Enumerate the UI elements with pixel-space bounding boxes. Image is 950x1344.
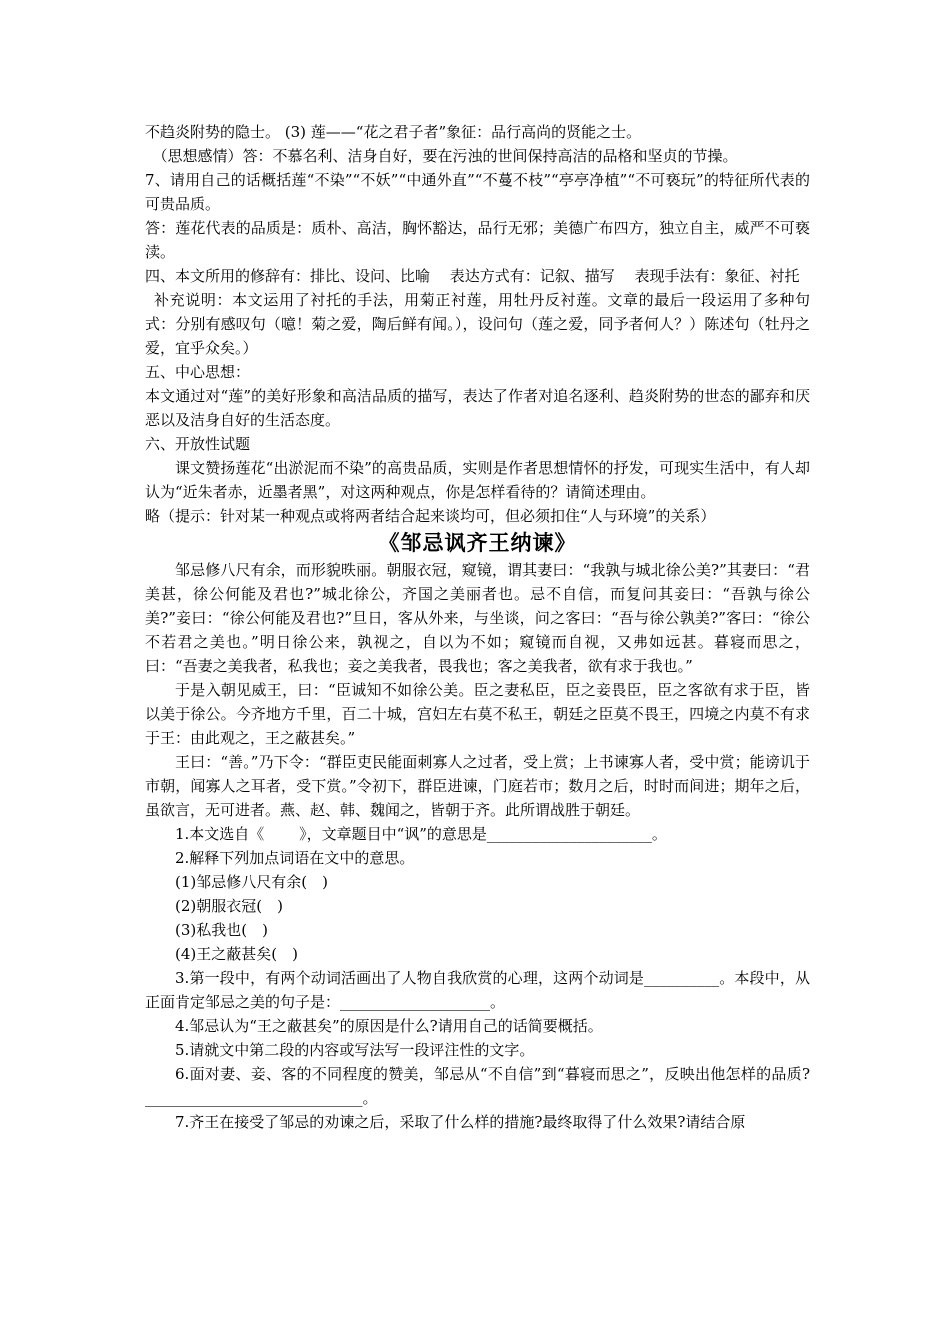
text-line: （思想感情）答：不慕名利、洁身自好，要在污浊的世间保持高洁的品格和坚贞的节操。 <box>152 147 738 165</box>
question-7: 7、请用自己的话概括莲“不染”“不妖”“中通外直”“不蔓不枝”“亭亭净植”“不可亵玩”的特征所代表的可贵品质。 <box>145 171 810 213</box>
document-page <box>145 120 810 1134</box>
section-six-heading: 六、开放性试题 <box>145 435 251 453</box>
text-line: 不趋炎附势的隐士。 (3) 莲——“花之君子者”象征：品行高尚的贤能之士。 <box>145 123 642 141</box>
question-6: 6.面对妻、妾、客的不同程度的赞美，邹忌从“不自信”到“暮寝而思之”，反映出他怎样的品质?_____________________________。 <box>145 1065 810 1107</box>
question-4: 4.邹忌认为“王之蔽甚矣”的原因是什么?请用自己的话简要概括。 <box>175 1017 603 1035</box>
answer-7: 答：莲花代表的品质是：质朴、高洁，胸怀豁达，品行无邪；美德广布四方，独立自主，威严不可亵渎。 <box>145 219 810 261</box>
question-7-text: 7.齐王在接受了邹忌的劝谏之后，采取了什么样的措施?最终取得了什么效果?请结合原 <box>175 1113 746 1131</box>
section-five-heading: 五、中心思想： <box>145 363 251 381</box>
question-1: 1.本文选自《 》，文章题目中“讽”的意思是______________________。 <box>175 825 667 843</box>
question-2-item: (2)朝服衣冠( ) <box>175 897 283 915</box>
article-title: 《邹忌讽齐王纳谏》 <box>378 531 577 555</box>
section-four: 四、本文所用的修辞有：排比、设问、比喻 表达方式有：记叙、描写 表现手法有：象征、衬托 <box>145 267 800 285</box>
article-paragraph-1: 邹忌修八尺有余，而形貌昳丽。朝服衣冠，窥镜，谓其妻曰：“我孰与城北徐公美?”其妻曰：“君美甚，徐公何能及君也?”城北徐公，齐国之美丽者也。忌不自信，而复问其妾曰：“吾孰与徐公美?”妾曰：“徐公何能及君也?”旦日，客从外来，与坐谈，问之客曰：“吾与徐公孰美?”客曰：“徐公不若君之美也。”明日徐公来，孰视之，自以为不如；窥镜而自视，又弗如远甚。暮寝而思之，曰：“吾妻之美我者，私我也；妾之美我者，畏我也；客之美我者，欲有求于我也。” <box>145 561 810 675</box>
central-idea: 本文通过对“莲”的美好形象和高洁品质的描写，表达了作者对追名逐利、趋炎附势的世态的鄙弃和厌恶以及洁身自好的生活态度。 <box>145 387 810 429</box>
question-5: 5.请就文中第二段的内容或写法写一段评注性的文字。 <box>175 1041 535 1059</box>
question-2-item: (4)王之蔽甚矣( ) <box>175 945 298 963</box>
open-question: 课文赞扬莲花“出淤泥而不染”的高贵品质，实则是作者思想情怀的抒发，可现实生活中，有人却认为“近朱者赤，近墨者黑”，对这两种观点，你是怎样看待的？请简述理由。 <box>145 459 810 501</box>
question-2: 2.解释下列加点词语在文中的意思。 <box>175 849 415 867</box>
article-paragraph-2: 于是入朝见威王，曰：“臣诚知不如徐公美。臣之妻私臣，臣之妾畏臣，臣之客欲有求于臣，皆以美于徐公。今齐地方千里，百二十城，宫妇左右莫不私王，朝廷之臣莫不畏王，四境之内莫不有求于王：由此观之，王之蔽甚矣。” <box>145 681 810 747</box>
question-2-item: (1)邹忌修八尺有余( ) <box>175 873 328 891</box>
supplement-note: 补充说明：本文运用了衬托的手法，用菊正衬莲，用牡丹反衬莲。文章的最后一段运用了多种句式：分别有感叹句（噫！菊之爱，陶后鲜有闻。），设问句（莲之爱，同予者何人？）陈述句（牡丹之爱，宜乎众矣。） <box>145 291 810 357</box>
question-2-item: (3)私我也( ) <box>175 921 268 939</box>
question-3: 3.第一段中，有两个动词活画出了人物自我欣赏的心理，这两个动词是__________。本段中，从正面肯定邹忌之美的句子是：____________________。 <box>145 969 810 1011</box>
open-question-hint: 略（提示：针对某一种观点或将两者结合起来谈均可，但必须扣住“人与环境”的关系） <box>145 507 716 525</box>
article-paragraph-3: 王曰：“善。”乃下令：“群臣吏民能面刺寡人之过者，受上赏；上书谏寡人者，受中赏；能谤讥于市朝，闻寡人之耳者，受下赏。”令初下，群臣进谏，门庭若市；数月之后，时时而间进；期年之后，虽欲言，无可进者。燕、赵、韩、魏闻之，皆朝于齐。此所谓战胜于朝廷。 <box>145 753 810 819</box>
